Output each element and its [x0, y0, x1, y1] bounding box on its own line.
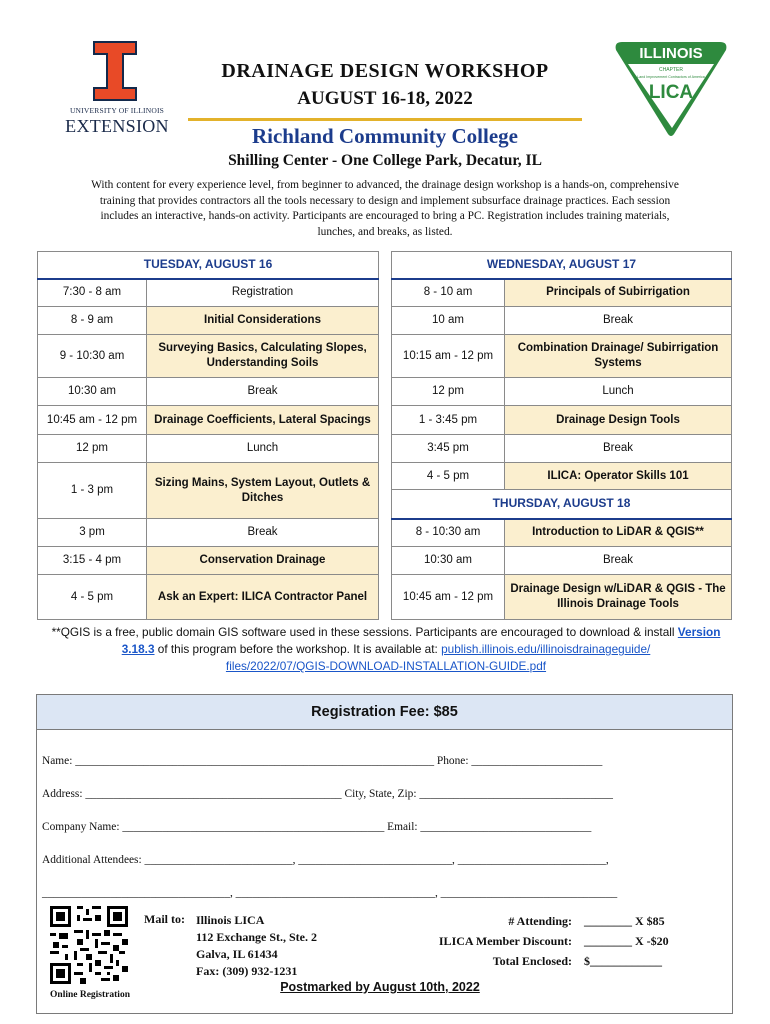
session-title: Break: [147, 519, 379, 547]
university-of-illinois-extension-logo: [62, 40, 172, 136]
session-time: 10:15 am - 12 pm: [392, 335, 505, 378]
mailing-address-line: Illinois LICA: [196, 913, 265, 927]
session-time: 3 pm: [38, 519, 147, 547]
session-title: Principals of Subirrigation: [505, 279, 732, 307]
session-time: 8 - 10:30 am: [392, 519, 505, 547]
session-title: Break: [505, 307, 732, 335]
table-row: [38, 463, 379, 519]
session-title: Drainage Coefficients, Lateral Spacings: [147, 406, 379, 435]
thursday-heading: THURSDAY, AUGUST 18: [392, 490, 732, 519]
session-title: ILICA: Operator Skills 101: [505, 463, 732, 490]
session-title: Registration: [147, 279, 379, 307]
additional-attendees-field[interactable]: Additional Attendees: __________________________, ___________________________, __________________________,: [42, 854, 609, 866]
venue-location: Shilling Center - One College Park, Decatur, IL: [228, 152, 542, 169]
table-row: [392, 279, 732, 307]
session-title: Conservation Drainage: [147, 547, 379, 575]
qr-caption: Online Registration: [50, 990, 130, 1000]
table-row: [38, 575, 379, 620]
qgis-footnote: [40, 624, 732, 675]
table-row: [38, 406, 379, 435]
session-time: 10:45 am - 12 pm: [38, 406, 147, 435]
workshop-title: DRAINAGE DESIGN WORKSHOP: [221, 60, 549, 82]
qgis-version-link[interactable]: Version 3.18.3: [121, 625, 721, 656]
mailing-address-line: Galva, IL 61434: [196, 947, 278, 961]
intro-paragraph: With content for every experience level, from beginner to advanced, the drainage design workshop is a hands-on, comprehensive training that provides contractors all the tools necessary to design and implement subsurface drainage practices. Each session includes an interactive, hands-on activity. Participants are encouraged to bring a PC. Registration includes training materials, lunches, and breaks, as listed.: [91, 179, 679, 238]
session-title: Introduction to LiDAR & QGIS**: [505, 519, 732, 547]
block-i-icon: [92, 40, 138, 102]
payment-values: [584, 911, 724, 971]
session-time: 4 - 5 pm: [38, 575, 147, 620]
table-row: [392, 575, 732, 620]
session-time: 1 - 3 pm: [38, 463, 147, 519]
session-time: 10:30 am: [392, 547, 505, 575]
table-row: [38, 378, 379, 406]
table-row: [392, 547, 732, 575]
session-title: Lunch: [147, 435, 379, 463]
session-time: 8 - 9 am: [38, 307, 147, 335]
logo-university-text: UNIVERSITY OF ILLINOIS: [69, 106, 165, 115]
table-row: [392, 335, 732, 378]
table-row: [392, 406, 732, 435]
mailing-address-line: Fax: (309) 932-1231: [196, 964, 298, 978]
session-time: 12 pm: [38, 435, 147, 463]
qr-code-icon: [50, 906, 128, 984]
payment-labels: [360, 911, 572, 971]
address-field[interactable]: Address: _____________________________________________ City, State, Zip: __________________________________: [42, 788, 613, 800]
registration-qr-code[interactable]: [50, 906, 128, 984]
session-title: Combination Drainage/ Subirrigation Systems: [505, 335, 732, 378]
session-title: Surveying Basics, Calculating Slopes, Understanding Soils: [147, 335, 379, 378]
session-title: Break: [505, 435, 732, 463]
session-title: Initial Considerations: [147, 307, 379, 335]
session-title: Break: [147, 378, 379, 406]
mail-to-label: Mail to:: [144, 912, 185, 926]
table-row: [38, 435, 379, 463]
tuesday-heading: TUESDAY, AUGUST 16: [38, 252, 379, 279]
wednesday-heading: WEDNESDAY, AUGUST 17: [392, 252, 732, 279]
postmark-deadline: Postmarked by August 10th, 2022: [280, 980, 480, 994]
attending-field[interactable]: ________ X $85: [584, 914, 665, 928]
registration-fee-heading: Registration Fee: $85: [37, 695, 732, 730]
table-row: [392, 463, 732, 490]
table-row: [38, 279, 379, 307]
lica-big-text: LICA: [648, 82, 694, 103]
table-row: [392, 519, 732, 547]
session-time: 3:15 - 4 pm: [38, 547, 147, 575]
tuesday-schedule-table: [37, 251, 379, 620]
lica-shield-icon: [612, 38, 730, 138]
lica-subtitle-text: Land Improvement Contractors of America: [637, 75, 705, 79]
session-title: Drainage Design w/LiDAR & QGIS - The Illinois Drainage Tools: [505, 575, 732, 620]
table-row: [38, 547, 379, 575]
footnote-text: **QGIS is a free, public domain GIS software used in these sessions. Participants are encouraged to download & install: [51, 625, 678, 639]
member-discount-label: ILICA Member Discount:: [438, 934, 572, 948]
table-row: [38, 519, 379, 547]
session-time: 10:45 am - 12 pm: [392, 575, 505, 620]
college-name: Richland Community College: [251, 124, 518, 148]
lica-illinois-text: ILLINOIS: [639, 45, 703, 62]
session-time: 7:30 - 8 am: [38, 279, 147, 307]
illinois-lica-logo: [612, 38, 730, 138]
session-title: Break: [505, 547, 732, 575]
qgis-guide-link-continued[interactable]: files/2022/07/QGIS-DOWNLOAD-INSTALLATION-GUIDE.pdf: [225, 659, 547, 673]
table-row: [392, 307, 732, 335]
session-time: 1 - 3:45 pm: [392, 406, 505, 435]
session-time: 4 - 5 pm: [392, 463, 505, 490]
session-title: Drainage Design Tools: [505, 406, 732, 435]
table-row: [38, 307, 379, 335]
company-email-field[interactable]: Company Name: ______________________________________________ Email: ______________________________: [42, 821, 592, 833]
title-divider: [188, 118, 582, 121]
table-row: [392, 435, 732, 463]
session-time: 3:45 pm: [392, 435, 505, 463]
workshop-dates: AUGUST 16-18, 2022: [297, 88, 473, 109]
wednesday-thursday-schedule-table: [391, 251, 732, 620]
session-title: Lunch: [505, 378, 732, 406]
footnote-text: of this program before the workshop. It is available at:: [154, 642, 442, 656]
qgis-guide-link[interactable]: publish.illinois.edu/illinoisdrainageguide/: [441, 642, 651, 656]
mailing-address-line: 112 Exchange St., Ste. 2: [196, 930, 318, 944]
table-row: [392, 378, 732, 406]
attending-label: # Attending:: [508, 914, 572, 928]
session-title: Ask an Expert: ILICA Contractor Panel: [147, 575, 379, 620]
table-row: [38, 335, 379, 378]
session-time: 9 - 10:30 am: [38, 335, 147, 378]
session-time: 8 - 10 am: [392, 279, 505, 307]
logo-extension-text: EXTENSION: [65, 116, 169, 136]
session-time: 10:30 am: [38, 378, 147, 406]
member-discount-field[interactable]: ________ X -$20: [584, 934, 669, 948]
total-enclosed-label: Total Enclosed:: [492, 954, 572, 968]
session-time: 12 pm: [392, 378, 505, 406]
session-time: 10 am: [392, 307, 505, 335]
additional-attendees-field-2[interactable]: _________________________________, ___________________________________, _______________________________: [42, 887, 618, 899]
lica-chapter-text: CHAPTER: [659, 67, 683, 73]
total-enclosed-field[interactable]: $____________: [584, 954, 662, 968]
session-title: Sizing Mains, System Layout, Outlets & Ditches: [147, 463, 379, 519]
name-phone-field[interactable]: Name: _______________________________________________________________ Phone: _______________________: [42, 755, 603, 767]
